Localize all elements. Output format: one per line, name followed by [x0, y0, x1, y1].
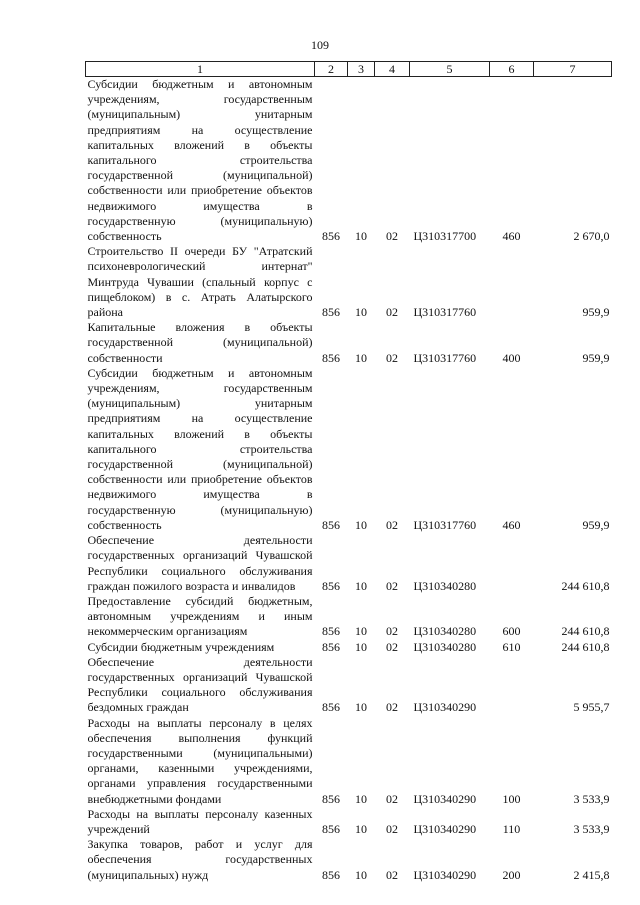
row-subsection: 02 [386, 700, 398, 715]
row-target-article: Ц310340280 [413, 639, 477, 654]
row-subsection: 02 [386, 517, 398, 532]
row-ministry-code: 856 [322, 305, 340, 320]
row-amount: 244 610,8 [561, 639, 610, 654]
table-row [86, 807, 612, 837]
table-row [86, 837, 612, 883]
row-target-article: Ц310340290 [413, 791, 477, 806]
row-expense-type: 100 [502, 791, 521, 806]
row-section: 10 [355, 639, 367, 654]
row-description: Субсидии бюджетным и автономным учреждениям, государственным (муниципальным) унитарным предприятиям на осуществление капитальных вложений в объекты капитального строительства государственной (муниципальной) собственности или приобретение объектов недвижимого имущества в государственную (муниципальную) собственность [87, 365, 313, 532]
row-description: Расходы на выплаты персоналу в целях обеспечения выполнения функций государственными (муниципальными) органами, казенными учреждениями, органами управления государственными внебюджетными фондами [87, 715, 313, 806]
row-ministry-code: 856 [322, 700, 340, 715]
header-col-7: 7 [534, 62, 612, 77]
row-description: Обеспечение деятельности государственных организаций Чувашской Республики социального обслуживания бездомных граждан [87, 654, 313, 715]
row-description: Субсидии бюджетным и автономным учреждениям, государственным (муниципальным) унитарным предприятиям на осуществление капитальных вложений в объекты капитального строительства государственной (муниципальной) собственности или приобретение объектов недвижимого имущества в государственную (муниципальную) собственность [87, 77, 313, 244]
row-expense-type: 600 [502, 624, 521, 639]
row-ministry-code: 856 [322, 867, 340, 882]
row-subsection: 02 [386, 821, 398, 836]
row-ministry-code: 856 [322, 639, 340, 654]
row-section: 10 [355, 700, 367, 715]
row-amount: 2 670,0 [573, 229, 610, 244]
table-body [86, 77, 612, 883]
row-ministry-code: 856 [322, 229, 340, 244]
row-expense-type: 400 [502, 350, 521, 365]
row-subsection: 02 [386, 791, 398, 806]
row-subsection: 02 [386, 350, 398, 365]
row-ministry-code: 856 [322, 517, 340, 532]
header-col-4: 4 [375, 62, 410, 77]
row-description: Обеспечение деятельности государственных организаций Чувашской Республики социального обслуживания граждан пожилого возраста и инвалидов [87, 533, 313, 593]
row-subsection: 02 [386, 639, 398, 654]
header-col-5: 5 [410, 62, 490, 77]
row-target-article: Ц310340290 [413, 821, 477, 836]
header-col-6: 6 [490, 62, 534, 77]
row-subsection: 02 [386, 305, 398, 320]
row-section: 10 [355, 624, 367, 639]
row-target-article: Ц310317700 [413, 229, 477, 244]
row-amount: 959,9 [582, 305, 610, 320]
row-subsection: 02 [386, 229, 398, 244]
row-expense-type [490, 533, 534, 594]
row-subsection: 02 [386, 624, 398, 639]
row-ministry-code: 856 [322, 350, 340, 365]
page-number: 109 [311, 38, 329, 52]
row-amount: 959,9 [582, 350, 610, 365]
row-section: 10 [355, 517, 367, 532]
row-target-article: Ц310340290 [413, 700, 477, 715]
row-ministry-code: 856 [322, 578, 340, 593]
row-amount: 2 415,8 [573, 867, 610, 882]
table-row [86, 320, 612, 366]
row-target-article: Ц310340280 [413, 624, 477, 639]
row-expense-type [490, 655, 534, 716]
row-section: 10 [355, 578, 367, 593]
row-description: Субсидии бюджетным учреждениям [87, 639, 275, 654]
table-row [86, 655, 612, 716]
row-section: 10 [355, 350, 367, 365]
row-target-article: Ц310317760 [413, 350, 477, 365]
row-expense-type: 460 [502, 517, 521, 532]
row-target-article: Ц310317760 [413, 305, 477, 320]
row-amount: 244 610,8 [561, 624, 610, 639]
row-description: Закупка товаров, работ и услуг для обеспечения государственных (муниципальных) нужд [87, 837, 313, 882]
row-section: 10 [355, 305, 367, 320]
row-section: 10 [355, 867, 367, 882]
row-amount: 959,9 [582, 517, 610, 532]
row-description: Строительство II очереди БУ "Атратский психоневрологический интернат" Минтруда Чувашии (спальный корпус с пищеблоком) в с. Атрать Алатырского района [87, 244, 313, 320]
table-row [86, 77, 612, 245]
row-target-article: Ц310317760 [413, 517, 477, 532]
row-target-article: Ц310340290 [413, 867, 477, 882]
table-row [86, 366, 612, 533]
header-col-3: 3 [348, 62, 375, 77]
budget-table [85, 61, 612, 883]
row-expense-type: 460 [502, 229, 521, 244]
header-col-2: 2 [315, 62, 348, 77]
row-description: Предоставление субсидий бюджетным, автономным учреждениям и иным некоммерческим организациям [87, 593, 313, 639]
row-expense-type: 610 [502, 639, 521, 654]
row-subsection: 02 [386, 578, 398, 593]
row-amount: 3 533,9 [573, 821, 610, 836]
row-ministry-code: 856 [322, 821, 340, 836]
table-row [86, 533, 612, 594]
row-expense-type [490, 244, 534, 320]
row-section: 10 [355, 229, 367, 244]
row-target-article: Ц310340280 [413, 578, 477, 593]
row-ministry-code: 856 [322, 791, 340, 806]
row-amount: 244 610,8 [561, 578, 610, 593]
row-amount: 3 533,9 [573, 791, 610, 806]
row-subsection: 02 [386, 867, 398, 882]
row-description: Расходы на выплаты персоналу казенных учреждений [87, 806, 313, 836]
row-section: 10 [355, 821, 367, 836]
row-expense-type: 110 [502, 821, 521, 836]
row-ministry-code: 856 [322, 624, 340, 639]
table-row [86, 716, 612, 807]
row-description: Капитальные вложения в объекты государственной (муниципальной) собственности [87, 320, 313, 365]
table-header-row [86, 62, 612, 77]
row-section: 10 [355, 791, 367, 806]
header-col-1: 1 [86, 62, 315, 77]
row-amount: 5 955,7 [573, 700, 610, 715]
table-row [86, 594, 612, 640]
row-expense-type: 200 [502, 867, 521, 882]
table-row [86, 244, 612, 320]
table-row [86, 640, 612, 655]
